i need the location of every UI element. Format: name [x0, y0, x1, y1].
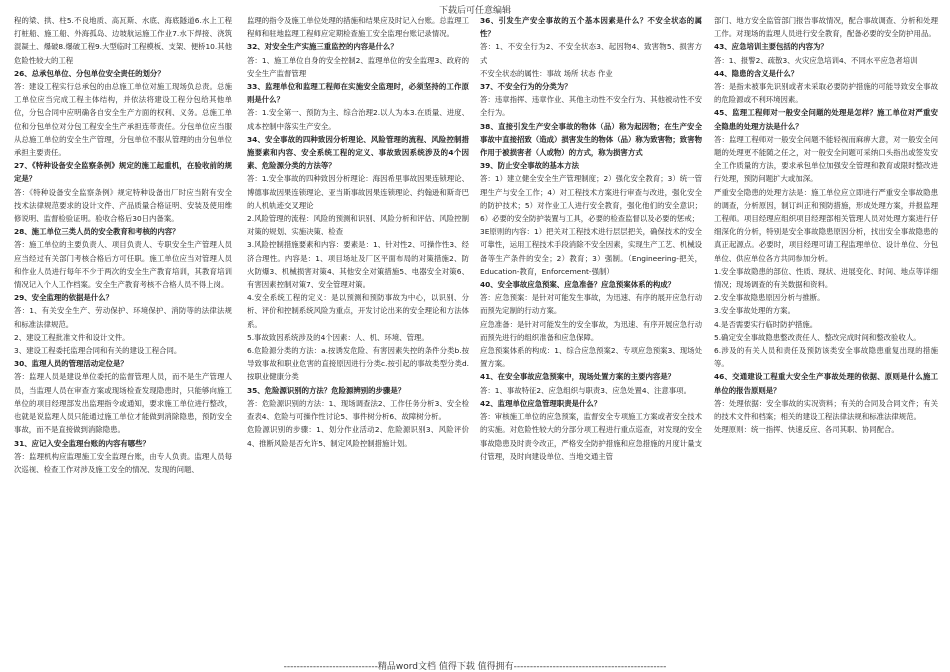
answer-paragraph: 危险源识别的步骤：1、划分作业活动2、危险源识别3、风险评价4、推断风险是否允许5、制定风险控制措施计划。	[247, 425, 469, 448]
question-heading: 41、在安全事故应急预案中，现场处置方案的主要内容是？	[480, 372, 676, 382]
answer-paragraph: 答：1.安全事故的四种致因分析理论：海因希里事故因果连锁理论、博德事故因果连锁理论、亚当斯事故因果连锁理论、约翰逊和斯奇巴的人机轨迹交叉理论	[247, 174, 469, 210]
question-heading: 28、施工单位三类人员的安全教育和考核的内容？	[14, 227, 180, 237]
answer-paragraph: 4.安全系统工程的定义：是以预测和预防事故为中心，以识别、分析、评价和控制系统风险为重点，开发讨论出来的安全理论和方法体系。	[247, 293, 469, 329]
answer-paragraph: 答：1、报警2、疏散3、火灾应急培训4、不同水平应急者培训	[714, 55, 918, 65]
answer-paragraph: 答：监理人员是建设单位委托的监督管理人员，而不是生产管理人员，当监理人员在审查方案或现场检查发现隐患时，只能够向施工单位的项目经理部发出监理指令或通知，要求施工单位进行整改，也就是说监理人员只能通过施工单位才能做到消除隐患，预防安全事故，而不是直接做到消除隐患。	[14, 372, 232, 435]
question-heading: 30、监理人员的管理活动定位是？	[14, 359, 128, 369]
answer-paragraph: 程的梁、拱、柱5.不良地质、高瓦斯、水底、海底隧道6.水上工程打桩船、施工船、外海孤岛、边坡航运施工作业7.水下焊接、浇筑混凝土、爆破8.爆破工程9.大型临时工程模板、支架、便桥10.其他危险性较大的工程	[14, 16, 232, 65]
answer-paragraph: 6.涉及的有关人员和责任及预防该类安全事故隐患重复出现的措施等。	[714, 346, 938, 369]
answer-paragraph: 答：1.安全第一、预防为主、综合治理2.以人为本3.在质量、进度、成本控制中落实生产安全。	[247, 108, 469, 131]
question-heading: 45、监理工程师对一般安全问题的处理是怎样？施工单位对严重安全隐患的处理方法是什么？	[714, 108, 938, 131]
question-heading: 27、《特种设备安全监察条例》规定的施工起重机，在验收前的规定是？	[14, 161, 232, 184]
answer-paragraph: 答：处理依据：安全事故的实况资料；有关的合同及合同文件；有关的技术文件和档案；相关的建设工程法律法规和标准法律规范。	[714, 398, 938, 422]
question-heading: 43、应急培训主要包括的内容为？	[714, 42, 828, 52]
answer-paragraph: 答：施工单位的主要负责人、项目负责人、专职安全生产管理人员应当经过有关部门考核合格后方可任职。施工单位应当对管理人员和作业人员进行每年不少于两次的安全生产教育培训，其教育培训情况记入个人工作档案。安全生产教育考核不合格人员不得上岗。	[14, 240, 232, 290]
answer-paragraph: 处理原则：统一指挥、快速反应、各司其职、协同配合。	[714, 425, 899, 435]
question-heading: 44、隐患的含义是什么？	[714, 68, 799, 78]
question-heading: 32、对安全生产实施三重监控的内容是什么？	[247, 42, 398, 52]
answer-paragraph: 3、建设工程委托监理合同和有关的建设工程合同。	[14, 346, 182, 356]
answer-paragraph: 严重安全隐患的处理方法是：施工单位应立即进行严重安全事故隐患的调查，分析原因，制订纠正和预防措施，形成处理方案，并报监理工程师。项目经理应组织项目经理部相关管理人员对处理方案进行仔细深化的分析，特别是安全事故隐患原因分析，找出安全事故隐患的真正起源点。必要时，项目经理可请工程监理单位、设计单位、分包单位、供应单位各方共同参加分析。	[714, 187, 938, 263]
answer-paragraph: 5.事故致因系统涉及的4个因素：人、机、环境、管理。	[247, 332, 429, 342]
text-column-4	[714, 14, 938, 654]
question-heading: 37、不安全行为的分类为？	[480, 82, 572, 92]
page-header: 下载后可任意编辑	[438, 6, 511, 16]
answer-paragraph: 答：1、有关安全生产、劳动保护、环境保护、消防等的法律法规和标准法律规范。	[14, 306, 232, 329]
answer-paragraph: 部门、地方安全监管部门报告事故情况，配合事故调查、分析和处理工作。对现场的监理人员进行安全教育，配备必要的安全防护用品。	[714, 16, 938, 39]
answer-paragraph: 4.是否需要实行临时防护措施。	[714, 319, 818, 329]
answer-paragraph: 答：监理机构应监理施工安全监理台账，由专人负责。监理人员每次巡视、检查工作对涉及施工安全的情况、发现的问题、	[14, 451, 232, 474]
answer-paragraph: 2.风险管理的流程：风险的预测和识别、风险分析和评估、风险控制对策的规划、实施决策、检查	[247, 214, 469, 237]
question-heading: 42、监理单位应急管理职责是什么？	[480, 398, 602, 408]
answer-paragraph: 1.安全事故隐患的部位、性质、现状、进展变化、时间、地点等详细情况；现场调查的有关数据和资料。	[714, 266, 938, 290]
answer-paragraph: 答：《特种设备安全监察条例》规定特种设备出厂时应当附有安全技术法律规范要求的设计文件、产品质量合格证明、安装及使用维修说明、监督检验证明。验收合格后30日内备案。	[14, 187, 232, 224]
question-heading: 34、安全事故的四种致因分析理论、风险管理的流程、风险控制措施要素和内容、安全系统工程的定义、事故致因系统涉及的4个因素、危险源分类的方法等？	[247, 134, 469, 171]
question-heading: 36、引发生产安全事故的五个基本因素是什么？不安全状态的属性？	[480, 16, 702, 39]
answer-paragraph: 3.风险控制措施要素和内容：要素是：1、针对性2、可操作性3、经济合理性。内容是：1、项目场址及厂区平面布局的对策措施2、防火防爆3、机械损害对策4、其他安全对策措施5、电器安全对策6、有害因素控制对策7、安全管理对策。	[247, 240, 469, 290]
answer-paragraph: 监理的指令及施工单位处理的措施和结果应及时记入台账。总监理工程师和驻地监理工程师应定期检查施工安全监理台账记录情况。	[247, 16, 469, 39]
text-column-3	[480, 14, 702, 654]
answer-paragraph: 不安全状态的属性：事故 场所 状态 作业	[480, 68, 613, 78]
page-footer: -----------------------------精品word文档 值得下载 值得拥有-----------------------------------------------	[283, 662, 667, 672]
question-heading: 40、安全事故应急预案、应急准备？应急预案体系的构成？	[480, 280, 676, 290]
question-heading: 35、危险源识别的方法？危险源辨别的步骤是？	[247, 385, 406, 395]
answer-paragraph: 答：1、不安全行为2、不安全状态3、起因物4、致害物5、损害方式	[480, 42, 702, 65]
answer-paragraph: 应急预案体系的构成：1、综合应急预案2、专项应急预案3、现场处置方案。	[480, 346, 702, 369]
answer-paragraph: 3.安全事故处理的方案。	[714, 306, 795, 316]
answer-paragraph: 应急准备：是针对可能发生的安全事故，为迅速、有序开展应急行动而预先进行的组织准备和应急保障。	[480, 319, 702, 342]
text-column-2	[247, 14, 469, 654]
answer-paragraph: 答：1、事故特征2、应急组织与职责3、应急处置4、注意事项。	[480, 385, 691, 395]
answer-paragraph: 答：1）建立健全安全生产管理制度；2）强化安全教育；3）统一管理生产与安全工作；4）对工程技术方案进行审查与改进，强化安全的防护技术；5）对作业工人进行安全教育，强化他们的安全意识；6）必要的安全防护装置与工具，必要的检查监督以及必要的惩戒；	[480, 174, 702, 224]
answer-paragraph: 6.危险源分类的方法：a.按诱发危险、有害因素失控的条件分类b.按导致事故和职业危害的直接原因进行分类c.按引起的事故类型分类d.按职业健康分类	[247, 346, 469, 382]
answer-paragraph: 答：违章指挥、违章作业、其他主动性不安全行为、其他被动性不安全行为。	[480, 95, 702, 118]
question-heading: 46、交通建设工程重大安全生产事故处理的依据、原则是什么施工单位的报告原则是？	[714, 372, 938, 395]
question-heading: 33、监理单位和监理工程师在实施安全监理时，必须坚持的工作原则是什么？	[247, 82, 469, 105]
question-heading: 39、防止安全事故的基本方法	[480, 161, 579, 171]
question-heading: 31、应记入安全监理台账的内容有哪些？	[14, 438, 150, 448]
answer-paragraph: 答：建设工程实行总承包的由总施工单位对施工现场负总责。总施工单位应当完成工程主体结构，并依法将建设工程分包给其他单位，分包合同中应明确各自安全生产方面的权利、义务。总施工单位和分包单位对分包工程安全生产承担连带责任。分包单位应当服从总施工单位的安全生产管理，分包单位不服从管理的由分包单位承担主要责任。	[14, 82, 232, 158]
question-heading: 29、安全监理的依据是什么？	[14, 293, 113, 303]
answer-paragraph: 答：1、施工单位自身的安全控制2、监理单位的安全监理3、政府的安全生产监督管理	[247, 55, 469, 78]
answer-paragraph: 2.安全事故隐患原因分析与推断。	[714, 293, 825, 303]
answer-paragraph: 5.确定安全事故隐患整改责任人、整改完成时间和整改验收人。	[714, 332, 921, 342]
answer-paragraph: 3E原则的内容：1）把关对工程技术进行层层把关，确保技术的安全可靠性，运用工程技术手段消除不安全因素，实现生产工艺、机械设备等生产条件的安全；2）教育；3）强制。（Engineering-把关，Education-教育，Enforcement-强制）	[480, 227, 702, 276]
question-heading: 26、总承包单位、分包单位安全责任的划分？	[14, 68, 165, 78]
answer-paragraph: 答：危险源识别的方法：1、现场调查法2、工作任务分析3、安全检查表4、危险与可操作性讨论5、事件树分析6、故障树分析。	[247, 398, 469, 422]
answer-paragraph: 答：应急预案：是针对可能发生事故，为迅速、有序的展开应急行动而预先定制的行动方案。	[480, 293, 702, 316]
answer-paragraph: 答：是指未被事先识别或者未采取必要防护措施的可能导致安全事故的危险源或不利环境因素。	[714, 82, 938, 105]
answer-paragraph: 答：监理工程师对一般安全问题不能轻视而麻痹大意，对一般安全问题的处理更不能随之任之，对一般安全问题可采纳口头指出或签发安全工作质量的方法，要求承包单位加强安全管理和教育或限时整改进行处理，预防问题扩大或加深。	[714, 134, 938, 184]
answer-paragraph: 2、建设工程批准文件和设计文件。	[14, 332, 130, 342]
question-heading: 38、直接引发生产安全事故的物体（品）称为起因物；在生产安全事故中直接招致（造成）损害发生的物体（品）称为致害物；致害物作用于被损害者（人或物）的方式，称为损害方式	[480, 121, 702, 158]
text-column-1	[14, 14, 232, 654]
answer-paragraph: 答：审核施工单位的应急预案，监督安全专项施工方案或者安全技术的实施。对危险性较大的分部分项工程进行重点巡查，对发现的安全事故隐患及时责令改正，严格安全防护措施和应急措施的月度计量支付管理，及时向建设单位、当地交通主管	[480, 412, 702, 461]
